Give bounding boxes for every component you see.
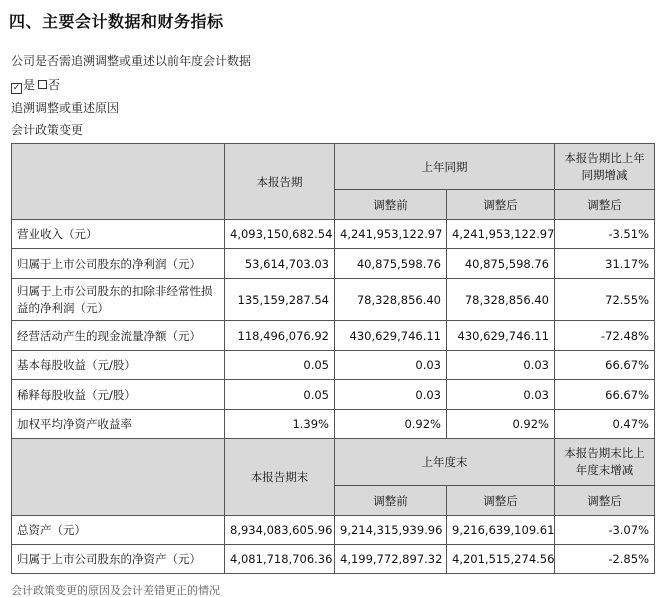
no-label: 否 (48, 78, 61, 92)
cell-before: 4,241,953,122.97 (335, 220, 447, 249)
table-row (12, 321, 655, 351)
table-row (12, 249, 655, 279)
cell-after: 0.92% (447, 410, 555, 439)
row-label: 加权平均净资产收益率 (12, 410, 225, 439)
row-label: 稀释每股收益（元/股） (12, 380, 225, 410)
policy-change: 会计政策变更 (11, 123, 84, 137)
table-row (12, 351, 655, 380)
cell-after: 40,875,598.76 (447, 249, 555, 279)
cell-change: -3.51% (555, 220, 655, 249)
table-row (12, 279, 655, 321)
unchecked-box-icon (38, 80, 47, 89)
cell-current: 135,159,287.54 (225, 279, 335, 321)
retro-question: 公司是否需追溯调整或重述以前年度会计数据 (11, 54, 252, 68)
cell-change: 72.55% (555, 279, 655, 321)
cell-change: -3.07% (555, 516, 655, 545)
table-row (12, 380, 655, 410)
cell-change: -2.85% (555, 545, 655, 574)
table-row (12, 516, 655, 545)
row-label: 总资产（元） (12, 516, 225, 545)
yes-label: 是 (23, 78, 36, 92)
cell-current: 8,934,083,605.96 (225, 516, 335, 545)
row-label: 归属于上市公司股东的扣除非经常性损益的净利润（元） (12, 279, 225, 321)
footer-partial-text: 会计政策变更的原因及会计差错更正的情况 (11, 584, 220, 597)
row-label: 营业收入（元） (12, 220, 225, 249)
cell-change: 31.17% (555, 249, 655, 279)
header-period-end: 本报告期末 (225, 439, 335, 516)
table-row (12, 545, 655, 574)
subheader-change-2: 调整后 (555, 486, 655, 516)
subheader-change: 调整后 (555, 190, 655, 220)
header-last-year: 上年同期 (335, 144, 555, 190)
header-change-2: 本报告期末比上年度末增减 (555, 439, 655, 486)
row-label: 经营活动产生的现金流量净额（元） (12, 321, 225, 351)
cell-current: 4,093,150,682.54 (225, 220, 335, 249)
cell-current: 0.05 (225, 351, 335, 380)
section-title: 四、主要会计数据和财务指标 (9, 12, 224, 31)
retro-answer (11, 76, 60, 93)
subheader-after: 调整后 (447, 190, 555, 220)
cell-after: 4,201,515,274.56 (447, 545, 555, 574)
header-current: 本报告期 (225, 144, 335, 220)
cell-before: 430,629,746.11 (335, 321, 447, 351)
cell-after: 0.03 (447, 380, 555, 410)
cell-change: -72.48% (555, 321, 655, 351)
financial-table (11, 143, 655, 574)
cell-after: 4,241,953,122.97 (447, 220, 555, 249)
row-label: 归属于上市公司股东的净利润（元） (12, 249, 225, 279)
cell-before: 78,328,856.40 (335, 279, 447, 321)
cell-current: 4,081,718,706.36 (225, 545, 335, 574)
table-row (12, 220, 655, 249)
cell-before: 40,875,598.76 (335, 249, 447, 279)
cell-change: 66.67% (555, 351, 655, 380)
cell-before: 9,214,315,939.96 (335, 516, 447, 545)
cell-current: 0.05 (225, 380, 335, 410)
row-label: 归属于上市公司股东的净资产（元） (12, 545, 225, 574)
cell-current: 53,614,703.03 (225, 249, 335, 279)
retro-reason: 追溯调整或重述原因 (11, 101, 120, 115)
cell-change: 0.47% (555, 410, 655, 439)
cell-before: 0.03 (335, 351, 447, 380)
cell-before: 0.92% (335, 410, 447, 439)
header-change: 本报告期比上年同期增减 (555, 144, 655, 190)
cell-before: 0.03 (335, 380, 447, 410)
cell-before: 4,199,772,897.32 (335, 545, 447, 574)
header-last-year-end: 上年度末 (335, 439, 555, 486)
cell-current: 118,496,076.92 (225, 321, 335, 351)
subheader-before-2: 调整前 (335, 486, 447, 516)
header-blank (12, 144, 225, 220)
cell-after: 78,328,856.40 (447, 279, 555, 321)
cell-after: 9,216,639,109.61 (447, 516, 555, 545)
header-blank-2 (12, 439, 225, 516)
cell-change: 66.67% (555, 380, 655, 410)
table-row (12, 410, 655, 439)
row-label: 基本每股收益（元/股） (12, 351, 225, 380)
cell-current: 1.39% (225, 410, 335, 439)
subheader-after-2: 调整后 (447, 486, 555, 516)
cell-after: 0.03 (447, 351, 555, 380)
subheader-before: 调整前 (335, 190, 447, 220)
cell-after: 430,629,746.11 (447, 321, 555, 351)
checked-box-icon: ✓ (12, 83, 21, 93)
